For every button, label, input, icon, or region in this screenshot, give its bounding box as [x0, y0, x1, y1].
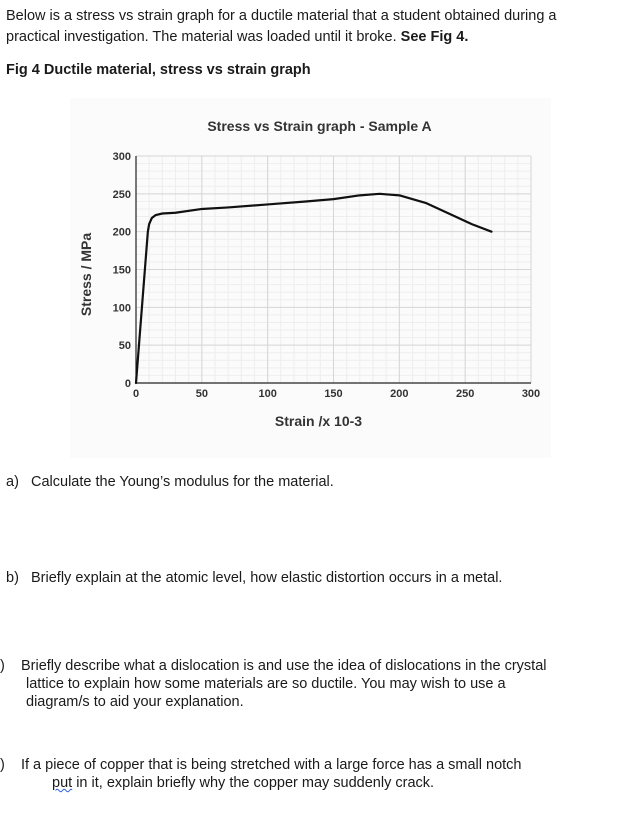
intro-text: Below is a stress vs strain graph for a ductile material that a student obtained during a practical investigation. The material was loaded until it broke. [6, 8, 557, 45]
y-tick-label: 100 [112, 302, 131, 315]
question-c-line2: lattice to explain how some materials are so ductile. You may wish to use a [26, 676, 506, 692]
question-d-line1: If a piece of copper that is being stretched with a large force has a small notch [20, 757, 522, 773]
figure-title: Fig 4 Ductile material, stress vs strain graph [6, 62, 311, 78]
question-b-text: Briefly explain at the atomic level, how elastic distortion occurs in a metal. [31, 570, 503, 586]
question-c-line3: diagram/s to aid your explanation. [26, 694, 244, 710]
y-tick-label: 50 [118, 340, 131, 353]
intro-figure-ref: See Fig 4. [400, 29, 469, 45]
intro-paragraph [6, 6, 606, 48]
question-c-label: ) [0, 658, 5, 674]
x-tick-label: 50 [195, 388, 208, 400]
question-c-line1: Briefly describe what a dislocation is and use the idea of dislocations in the crystal [20, 658, 547, 674]
chart-svg [70, 98, 551, 458]
x-tick-label: 300 [521, 388, 541, 400]
y-tick-label: 300 [112, 151, 131, 163]
question-d-label: ) [0, 757, 5, 773]
question-a-text: Calculate the Young’s modulus for the material. [31, 474, 334, 490]
y-tick-label: 250 [112, 188, 131, 201]
stress-strain-chart [70, 98, 551, 458]
series-line [136, 194, 492, 383]
x-tick-label: 150 [324, 388, 343, 400]
question-c [0, 657, 580, 711]
question-a-label: a) [6, 474, 19, 490]
y-tick-label: 150 [112, 264, 131, 277]
y-tick-label: 0 [124, 378, 131, 390]
question-b [6, 569, 502, 587]
x-axis-label: Strain /x 10-3 [274, 413, 363, 429]
question-b-label: b) [6, 570, 19, 586]
y-axis-label: Stress / MPa [78, 232, 94, 317]
question-d-line2: in it, explain briefly why the copper may suddenly crack. [72, 775, 435, 791]
y-tick-label: 200 [112, 226, 131, 239]
x-tick-label: 100 [258, 388, 277, 400]
x-tick-label: 200 [390, 388, 409, 400]
x-tick-label: 0 [132, 388, 140, 400]
chart-title: Stress vs Strain graph - Sample A [207, 118, 432, 134]
x-tick-label: 250 [455, 388, 475, 400]
question-d [0, 756, 580, 792]
question-a [6, 473, 334, 491]
question-d-squiggle-word: put [52, 775, 73, 791]
